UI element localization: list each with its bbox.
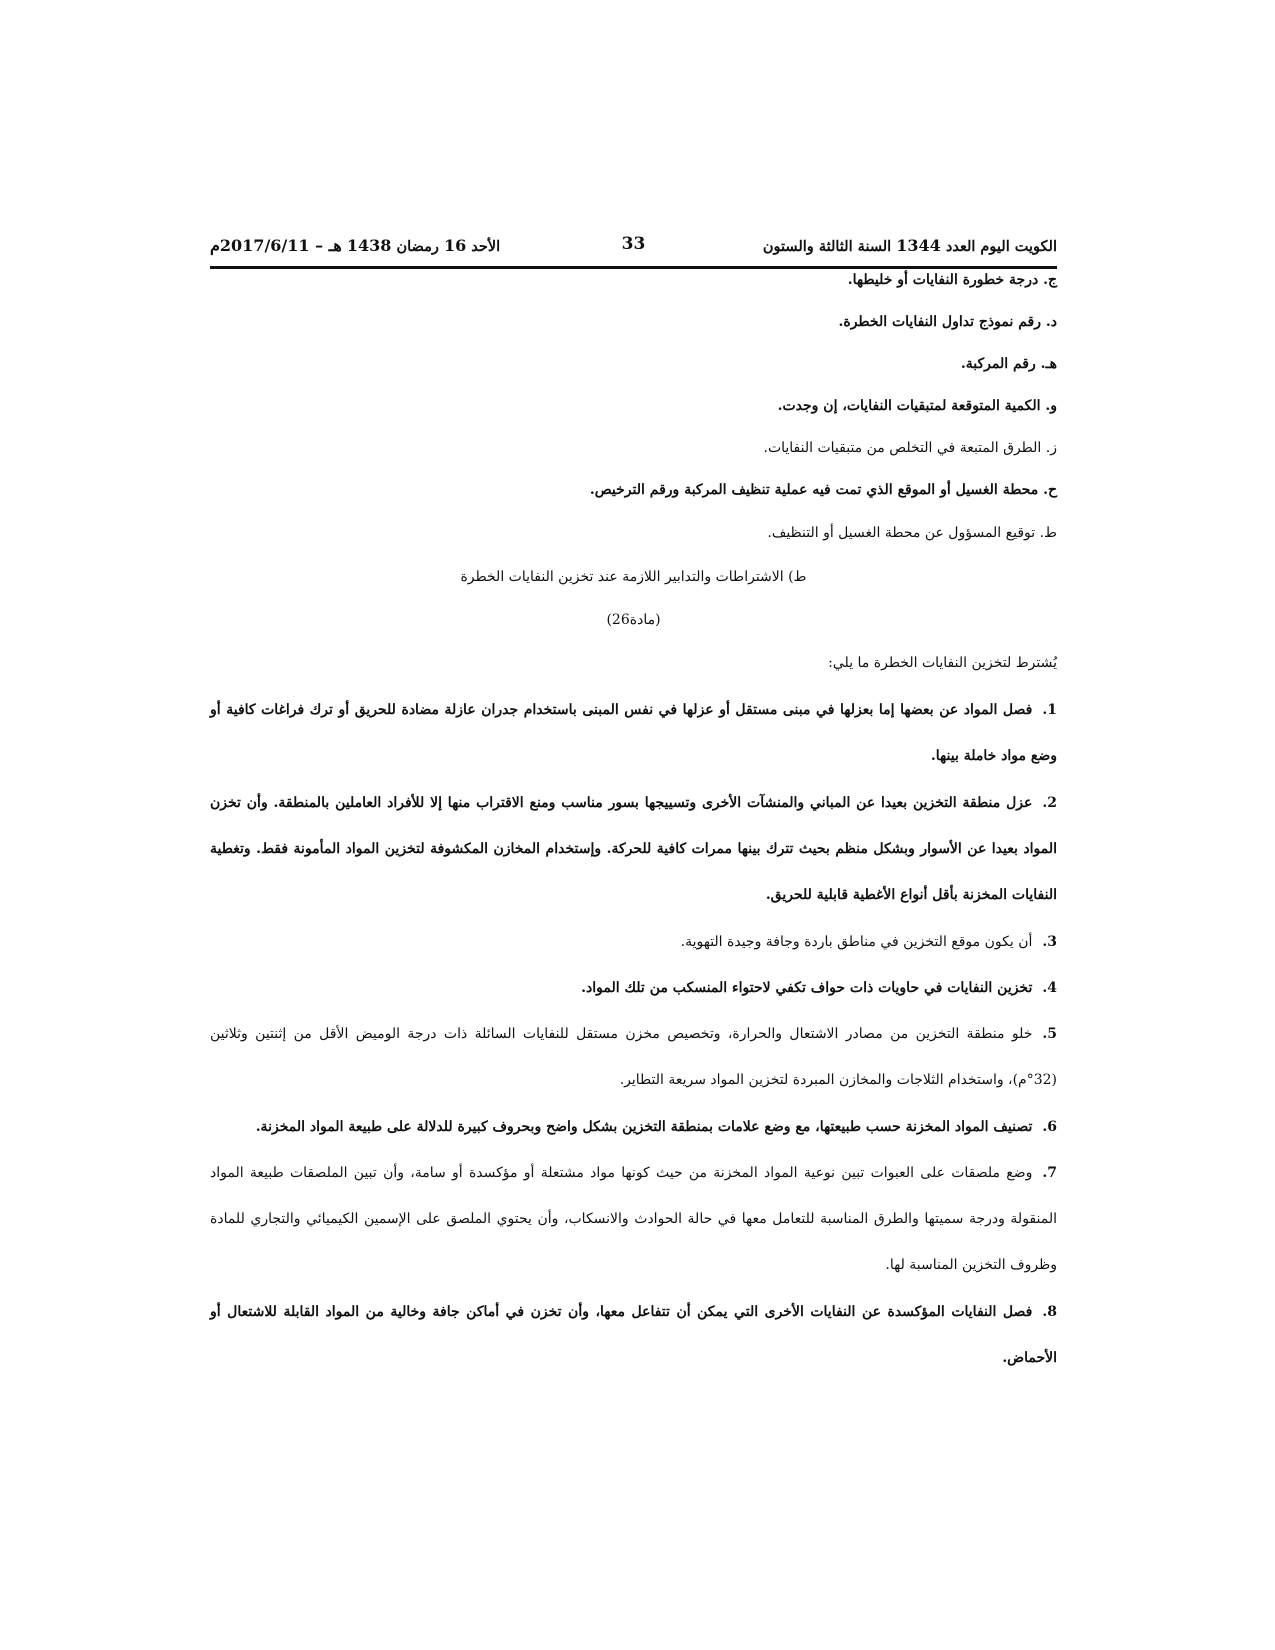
clause-text: أن يكون موقع التخزين في مناطق باردة وجافة وجيدة التهوية. <box>680 934 1033 950</box>
header-date <box>210 236 500 255</box>
page-number: 33 <box>621 234 646 254</box>
intro-text: يُشترط لتخزين النفايات الخطرة ما يلي: <box>828 655 1057 671</box>
clause-7 <box>210 1150 1057 1288</box>
header-day-number: 16 <box>443 236 467 255</box>
clause-1 <box>210 687 1057 779</box>
article-number: (مادة26) <box>606 612 661 628</box>
clause-number: 5. <box>1042 1026 1057 1042</box>
header-publication-prefix: الكويت اليوم العدد <box>945 238 1057 255</box>
clause-text: تصنيف المواد المخزنة حسب طبيعتها، مع وضع علامات بمنطقة التخزين بشكل واضح وبحروف كبيرة للدلالة على طبيعة المواد المخزنة. <box>255 1119 1033 1135</box>
header-gregorian-date: هـ – 2017/6/11م <box>210 236 342 255</box>
clause-text: وضع ملصقات على العبوات تبين نوعية المواد المخزنة من حيث كونها مواد مشتعلة أو مؤكسدة أو سامة، وأن تبين الملصقات طبيعة المواد المنقولة ودرجة سميتها والطرق المناسبة للتعامل معها في حالة الحوادث والانسكاب، وأن يحتوي الملصق على الإسمين الكيميائي والتجاري للمادة وظروف التخزين المناسبة لها. <box>210 1165 1057 1273</box>
clause-text: عزل منطقة التخزين بعيدا عن المباني والمنشآت الأخرى وتسييجها بسور مناسب ومنع الاقتراب منها إلا للأفراد العاملين بالمنطقة. وأن تخزن المواد بعيدا عن الأسوار وبشكل منظم بحيث تترك بينها ممرات كافية للحركة. وإستخدام المخازن المكشوفة لتخزين المواد المأمونة فقط. وتغطية النفايات المخزنة بأقل أنواع الأغطية قابلية للحريق. <box>210 795 1058 903</box>
clause-6 <box>210 1104 1057 1150</box>
header-issue-number: 1344 <box>896 236 941 255</box>
document-page <box>210 0 1057 1650</box>
clause-3 <box>210 919 1057 965</box>
list-item: ج. درجة خطورة النفايات أو خليطها. <box>847 272 1057 288</box>
clause-text: فصل النفايات المؤكسدة عن النفايات الأخرى التي يمكن أن تتفاعل معها، وأن تخزن في أماكن جافة وخالية من المواد القابلة للاشتعال أو الأحماض. <box>210 1304 1057 1366</box>
clause-text: خلو منطقة التخزين من مصادر الاشتعال والحرارة، وتخصيص مخزن مستقل للنفايات السائلة ذات درجة الوميض الأقل من إثنتين وثلاثين (32°م)، واستخدام الثلاجات والمخازن المبردة لتخزين المواد سريعة التطاير. <box>210 1026 1057 1088</box>
list-item: د. رقم نموذج تداول النفايات الخطرة. <box>838 314 1057 330</box>
clause-text: تخزين النفايات في حاويات ذات حواف تكفي لاحتواء المنسكب من تلك المواد. <box>581 980 1033 996</box>
header-publication-suffix: السنة الثالثة والستون <box>762 238 892 255</box>
list-item: ح. محطة الغسيل أو الموقع الذي تمت فيه عملية تنظيف المركبة ورقم الترخيص. <box>589 482 1057 498</box>
section-heading: ط) الاشتراطات والتدابير اللازمة عند تخزين النفايات الخطرة <box>460 569 807 585</box>
clause-number: 6. <box>1042 1119 1057 1135</box>
clause-8 <box>210 1289 1057 1381</box>
clause-number: 8. <box>1042 1304 1057 1320</box>
list-item: ط. توقيع المسؤول عن محطة الغسيل أو التنظيف. <box>767 525 1057 541</box>
clause-2 <box>210 780 1057 918</box>
clause-number: 4. <box>1042 980 1057 996</box>
clause-4 <box>210 965 1057 1011</box>
clause-number: 3. <box>1042 934 1057 950</box>
list-item: ز. الطرق المتبعة في التخلص من متبقيات النفايات. <box>763 440 1057 456</box>
list-item: و. الكمية المتوقعة لمتبقيات النفايات، إن وجدت. <box>777 398 1057 414</box>
clause-text: فصل المواد عن بعضها إما بعزلها في مبنى مستقل أو عزلها في نفس المبنى باستخدام جدران عازلة مضادة للحريق أو ترك فراغات كافية أو وضع مواد خاملة بينها. <box>210 702 1057 764</box>
clause-number: 1. <box>1042 702 1057 718</box>
list-item: هـ. رقم المركبة. <box>960 356 1057 372</box>
header-hijri-year: 1438 <box>346 236 392 255</box>
clause-5 <box>210 1011 1057 1103</box>
clause-number: 7. <box>1042 1165 1057 1181</box>
clause-number: 2. <box>1042 795 1057 811</box>
page-header <box>210 232 1057 260</box>
header-day: الأحد <box>471 238 501 255</box>
header-month: رمضان <box>396 238 439 255</box>
